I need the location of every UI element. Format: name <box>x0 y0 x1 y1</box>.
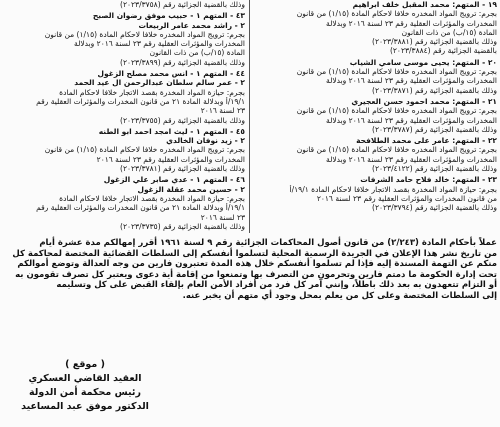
case-entry <box>0 127 248 175</box>
case-entry <box>253 97 500 136</box>
left-column <box>0 0 248 233</box>
entry-line: بجرم: ترويج المواد المخدره خلافا لاحكام المادة (١/١٥) من قانون <box>296 67 497 77</box>
entry-line: المخدرات والمؤثرات العقلية رقم ٢٣ لسنة ٢٠١٦ وبدلالة <box>326 115 497 125</box>
case-entry <box>0 175 248 233</box>
entry-line: بجرم: حيازة المواد المخدرة بقصد الاتجار خلافا لاحكام المادة <box>59 87 245 97</box>
case-entry <box>253 0 500 58</box>
entry-line: ٢٣ لسنة ٢٠١٦ <box>200 212 245 222</box>
entry-line: ٤٤ - المتهم ١ - انس محمد مصلح الزغول <box>97 69 245 79</box>
notice-line: من تاريخ نشر هذا الإعلان في الجريدة الرسمية المحلية لتسلموا أنفسكم إلى السلطات القضائية المختصة لمحاكمة كل <box>12 248 497 259</box>
entry-line: ٤٦ - المتهم ١ - عدي صابر علي الزغول <box>103 175 245 185</box>
entry-line: وذلك بالقضية الجزائية رقم (٢٠٢٣/٣٨٨١) <box>372 37 497 47</box>
legal-notice <box>3 238 497 301</box>
entry-line: وذلك بالقضية الجزائية رقم (٢٠٢٣/٣٧٣٥) <box>120 221 245 231</box>
entry-line: ٢٠ - المتهم: يحيى موسى سامي الشياب <box>349 57 497 67</box>
notice-line: أو التزام تتعهدون به بعد ذلك باطلاً، وإنني آمر كل فرد من أفراد الأمن العام بإلقاء القبض على كل وتسليمه <box>56 280 497 290</box>
signature-block <box>10 358 160 414</box>
entry-line: ٢٣ لسنة ٢٠١٦ <box>200 106 245 116</box>
entry-line: ٢ - حسين محمد عقلة الزغول <box>137 184 245 194</box>
column-divider <box>249 0 250 233</box>
entry-line: بجرم: حيازة المواد المخدرة بقصد الاتجار خلافا لاحكام المادة ١٩/١/أ <box>289 184 497 194</box>
entry-line: ٢ - زيد نوفان الخالدي <box>166 136 245 146</box>
entry-line: ٤٥ - المتهم ١ - ليث امجد احمد ابو الطنه <box>98 126 245 136</box>
notice-line: منكم عن التهمة المسندة إليه فإذا لم تسلموا أنفسكم خلال هذه المدة تعتبرون فارين من وجه العدالة وتوضع أموالكم <box>17 259 497 269</box>
entry-line: ٢١ - المتهم: محمد احمود حسن العجيري <box>351 96 497 106</box>
entry-line: بجرم: ترويج المواد المخدره خلافا لاحكام المادة (١/١٥) من قانون <box>296 9 497 19</box>
entry-line: وذلك بالقضية الجزائية رقم (٢٠٢٣/٤١٢٢) <box>372 164 497 174</box>
entry-line: من قانون المخدرات والمؤثرات العقلية رقم ٢٣ لسنة ٢٠١٦ <box>316 193 497 203</box>
entry-line: ٢٢ - المتهم: عامر على محمد الطلافحة <box>356 136 497 146</box>
entry-line: بجرم: حيازة المواد المخدرة بقصد الاتجار خلافا لاحكام المادة <box>59 193 245 203</box>
entry-line: بجرم: ترويج المواد المخدره خلافا لاحكام المادة (١/١٥) من قانون <box>296 106 497 116</box>
entry-line: ٢٣ - المتهم: خالد فلاح حامد الشرفات <box>360 175 497 185</box>
entry-line: وذلك بالقضية الجزائية رقم (٢٠٢٣/٣٧٥٥) <box>120 115 245 125</box>
entry-line: المخدرات والمؤثرات العقلية رقم ٢٣ لسنة ٢٠١٦ وبدلالة <box>326 76 497 86</box>
case-entry <box>253 175 500 214</box>
entry-line: بالقضية الجزائية رقم (٢٠٢٣/٣٨٨٤) <box>389 46 497 56</box>
case-entry <box>0 0 248 11</box>
entry-line: وذلك بالقضية الجزائية رقم (٢٠٢٣/٣٨٩٩) <box>120 57 245 67</box>
entry-line: المادة (١٥/ب) من ذات القانون <box>401 27 497 37</box>
entry-line: بجرم: ترويج المواد المخدره خلافا لاحكام المادة (١/١٥) من قانون <box>296 145 497 155</box>
case-entry <box>0 11 248 69</box>
signature-rank: العقيد القاضي العسكري <box>28 373 142 384</box>
entry-line: ٤٣ - المتهم ١ - حبيب موفق رضوان الصبح <box>92 11 245 21</box>
entry-line: ١٩/١/أ وبدلالة المادة ٢١ من قانون المخدرات والمؤثرات العقلية رقم <box>36 203 245 213</box>
notice-line: عملاً بأحكام المادة (٢/٢٤٣) من قانون أصول المحاكمات الجزائية رقم ٩ لسنة ١٩٦١ أقرر إمهالكم مدة عشرة أيام <box>39 238 497 248</box>
entry-line: ٢ - راشد محمد عامر الربيعات <box>138 20 245 30</box>
entry-line: وذلك بالقضية الجزائية رقم (٢٠٢٣/٣٧٩٤) <box>372 203 497 213</box>
case-entry <box>253 136 500 175</box>
entry-line: بجرم: ترويج المواد المخدره خلافا لاحكام المادة (١/١٥) من قانون <box>44 29 245 39</box>
signature-stamp: ( موقع ) <box>65 359 105 370</box>
entry-line: ١٩ - المتهم: محمد المقبل خلف ابراهيم <box>352 0 497 9</box>
entry-line: بجرم: ترويج المواد المخدره خلافا لاحكام المادة (١/١٥) من قانون <box>44 145 245 155</box>
notice-line: إلى السلطات المختصة وعلى كل من يعلم بمحل وجود أي متهم أن يخبر عنه. <box>182 290 497 301</box>
entry-line: وذلك بالقضية الجزائية رقم (٢٠٢٣/٣٧٨١) <box>120 164 245 174</box>
entry-line: المخدرات والمؤثرات العقلية رقم ٢٣ لسنة ٢٠١٦ <box>96 154 245 164</box>
case-entry <box>0 69 248 127</box>
signature-title: رئيس محكمة أمن الدولة <box>29 387 141 398</box>
entry-line: المخدرات والمؤثرات العقلية رقم ٢٣ لسنة ٢٠١٦ وبدلالة <box>326 18 497 28</box>
right-column <box>253 0 500 233</box>
entry-line: ٢ - عمر سالم سلطان عبدالرحمن ال عيد الحمد <box>74 78 245 88</box>
entry-line: وذلك بالقضية الجزائية رقم (٢٠٢٣/٣٨٧١) <box>372 85 497 95</box>
notice-line: تحت إدارة الحكومة ما دمتم فارين وتحرمون من التصرف بها وتمنعوا من إقامة أية دعوى ويعتبر كل تصرف تقومون به <box>15 269 497 280</box>
entry-line: المخدرات والمؤثرات العقلية رقم ٢٣ لسنة ٢٠١٦ وبدلالة <box>326 154 497 164</box>
entry-line: وذلك بالقضية الجزائية رقم (٢٠٢٣/٣٧٨٧) <box>372 124 497 134</box>
entry-line: ١٩/١/أ وبدلالة المادة ٢١ من قانون المخدرات والمؤثرات العقلية رقم <box>36 96 245 106</box>
entry-line: المادة (١٥/ب) من ذات القانون <box>149 48 245 58</box>
signature-name: الدكتور موفق عبد المساعيد <box>21 401 149 412</box>
case-entry <box>253 58 500 97</box>
entry-line: المخدرات والمؤثرات العقلية رقم ٢٣ لسنة ٢٠١٦ وبدلالة <box>74 39 245 49</box>
entry-line: وذلك بالقضية الجزائية رقم (٢٠٢٣/٣٧٥٨) <box>120 0 245 9</box>
